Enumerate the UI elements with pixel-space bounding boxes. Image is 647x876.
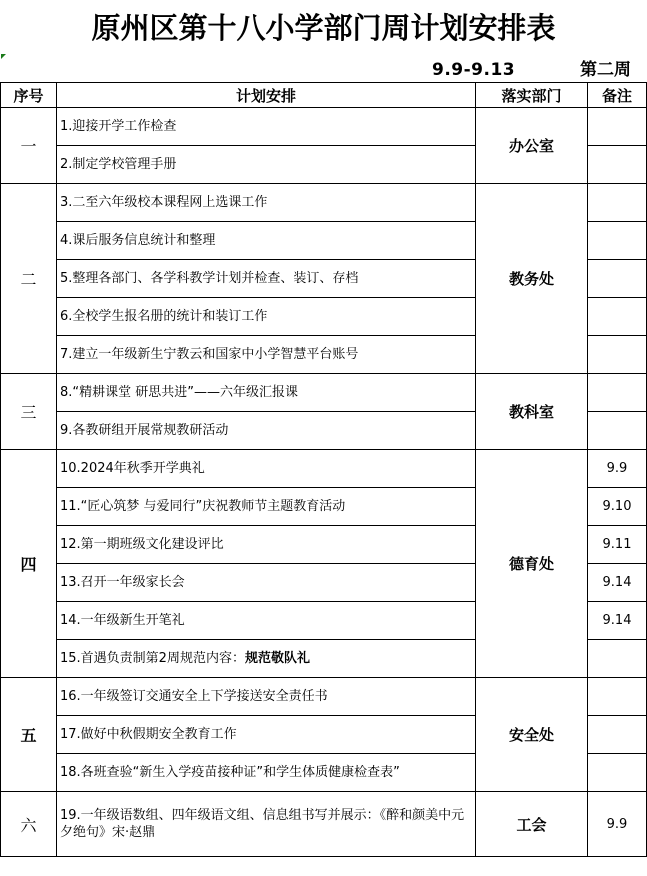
date-range: 9.9-9.13 [432,60,516,80]
dept-cell: 教务处 [476,184,588,374]
table-row [1,374,647,412]
task-text: 16.一年级签订交通安全上下学接送安全责任书 [60,689,328,704]
task-cell [57,146,476,184]
task-cell [57,488,476,526]
task-cell [57,564,476,602]
task-text: 6.全校学生报名册的统计和装订工作 [60,309,268,324]
note-cell [588,678,647,716]
table-row [1,108,647,146]
dept-cell: 办公室 [476,108,588,184]
task-cell [57,450,476,488]
task-text: 10.2024年秋季开学典礼 [60,461,205,476]
week-label: 第二周 [580,60,631,80]
task-cell [57,412,476,450]
table-row [1,184,647,222]
note-cell: 9.14 [588,564,647,602]
seq-cell: 四 [1,450,57,678]
task-cell [57,298,476,336]
task-text: 12.第一期班级文化建设评比 [60,537,224,552]
note-cell: 9.10 [588,488,647,526]
note-cell [588,108,647,146]
seq-cell: 一 [1,108,57,184]
task-text: 4.课后服务信息统计和整理 [60,233,216,248]
task-text: 2.制定学校管理手册 [60,157,177,172]
table-row [1,450,647,488]
table-row [1,792,647,857]
task-text: 7.建立一年级新生宁教云和国家中小学智慧平台账号 [60,347,359,362]
task-cell [57,640,476,678]
header-seq: 序号 [1,83,57,108]
task-cell [57,222,476,260]
seq-cell: 五 [1,678,57,792]
task-cell [57,526,476,564]
note-cell [588,298,647,336]
seq-cell: 二 [1,184,57,374]
task-text: 14.一年级新生开笔礼 [60,613,185,628]
task-cell [57,754,476,792]
dept-cell: 德育处 [476,450,588,678]
seq-cell: 三 [1,374,57,450]
note-cell [588,146,647,184]
header-plan: 计划安排 [57,83,476,108]
task-cell [57,260,476,298]
task-text: 5.整理各部门、各学科教学计划并检查、装订、存档 [60,271,359,286]
task-text: 3.二至六年级校本课程网上选课工作 [60,195,268,210]
task-cell [57,108,476,146]
page-title: 原州区第十八小学部门周计划安排表 [91,11,556,45]
task-cell [57,792,476,857]
task-text: 13.召开一年级家长会 [60,575,185,590]
task-cell [57,716,476,754]
note-cell [588,336,647,374]
header-dept: 落实部门 [476,83,588,108]
task-cell [57,336,476,374]
note-cell [588,754,647,792]
note-cell [588,640,647,678]
task-text: 1.迎接开学工作检查 [60,119,177,134]
task-text: 11.“匠心筑梦 与爱同行”庆祝教师节主题教育活动 [60,499,346,514]
task-text: 17.做好中秋假期安全教育工作 [60,727,237,742]
note-cell [588,716,647,754]
seq-cell: 六 [1,792,57,857]
task-cell [57,184,476,222]
note-cell: 9.11 [588,526,647,564]
note-cell [588,412,647,450]
note-cell: 9.9 [588,792,647,857]
task-emphasis: 规范敬队礼 [244,651,310,666]
note-cell: 9.14 [588,602,647,640]
note-cell [588,374,647,412]
task-text: 19.一年级语数组、四年级语文组、信息组书写并展示：《醉和颜美中元夕绝句》宋·赵鼎 [60,808,465,840]
task-text: 15.首遇负责制第2周规范内容： [60,651,245,666]
task-cell [57,678,476,716]
task-text: 9.各教研组开展常规教研活动 [60,423,229,438]
plan-body [1,108,647,857]
note-cell [588,184,647,222]
task-cell [57,602,476,640]
header-row [1,83,647,108]
task-text: 18.各班查验“新生入学疫苗接种证”和学生体质健康检查表” [60,765,400,780]
dept-cell: 安全处 [476,678,588,792]
note-cell [588,260,647,298]
header-note: 备注 [588,83,647,108]
note-cell: 9.9 [588,450,647,488]
task-cell [57,374,476,412]
table-row [1,678,647,716]
week-info-row [0,58,647,82]
dept-cell: 教科室 [476,374,588,450]
note-cell [588,222,647,260]
plan-table [0,82,647,857]
task-text: 8.“精耕课堂 研思共进”——六年级汇报课 [60,385,299,400]
dept-cell: 工会 [476,792,588,857]
